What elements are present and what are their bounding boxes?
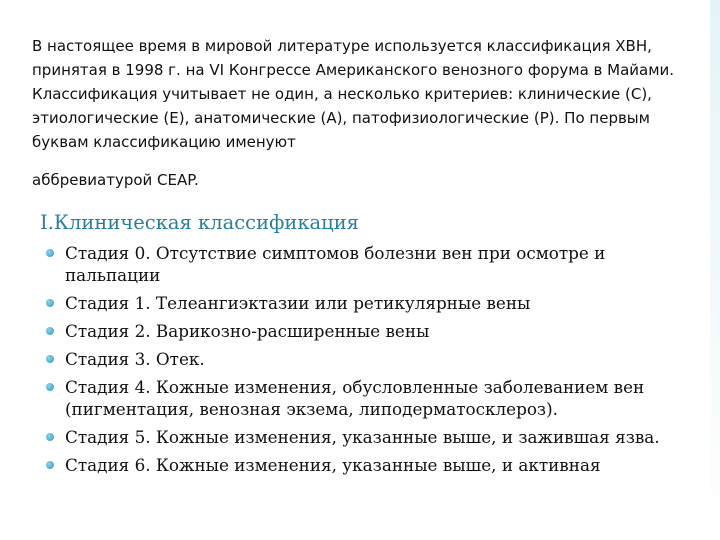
- bullet-icon: [46, 299, 54, 307]
- bullet-icon: [46, 327, 54, 335]
- stage-text: Стадия 4. Кожные изменения, обусловленные заболеванием вен (пигментация, венозная экзема, липодерматосклероз).: [65, 377, 645, 419]
- stage-text: Стадия 1. Телеангиэктазии или ретикулярные вены: [65, 293, 531, 313]
- bullet-icon: [46, 249, 54, 257]
- section-heading: I.Клиническая классификация: [40, 211, 359, 234]
- list-item: [46, 292, 686, 314]
- intro-paragraph: В настоящее время в мировой литературе используется классификация ХВН, принятая в 1998 г. на VI Конгрессе Американского венозного форума в Майами. Классификация учитывает не один, а несколько критериев: клинические (С), этиологические (E), анатомические (А), патофизиологические (P). По первым буквам классификацию именуют: [32, 37, 675, 151]
- list-item: [46, 454, 686, 476]
- bullet-icon: [46, 383, 54, 391]
- bullet-icon: [46, 355, 54, 363]
- stage-list: [46, 242, 686, 482]
- list-item: [46, 320, 686, 342]
- decorative-side-bar: [710, 0, 720, 540]
- stage-text: Стадия 6. Кожные изменения, указанные выше, и активная: [65, 455, 601, 475]
- stage-text: Стадия 0. Отсутствие симптомов болезни вен при осмотре и пальпации: [65, 243, 606, 285]
- bullet-icon: [46, 433, 54, 441]
- list-item: [46, 348, 686, 370]
- intro-paragraph-tail: аббревиатурой CEAP.: [32, 171, 199, 189]
- bullet-icon: [46, 461, 54, 469]
- stage-text: Стадия 5. Кожные изменения, указанные выше, и зажившая язва.: [65, 427, 660, 447]
- stage-text: Стадия 3. Отек.: [65, 349, 205, 369]
- list-item: [46, 242, 686, 286]
- intro-text: [32, 34, 682, 192]
- stage-text: Стадия 2. Варикозно-расширенные вены: [65, 321, 430, 341]
- list-item: [46, 376, 686, 420]
- list-item: [46, 426, 686, 448]
